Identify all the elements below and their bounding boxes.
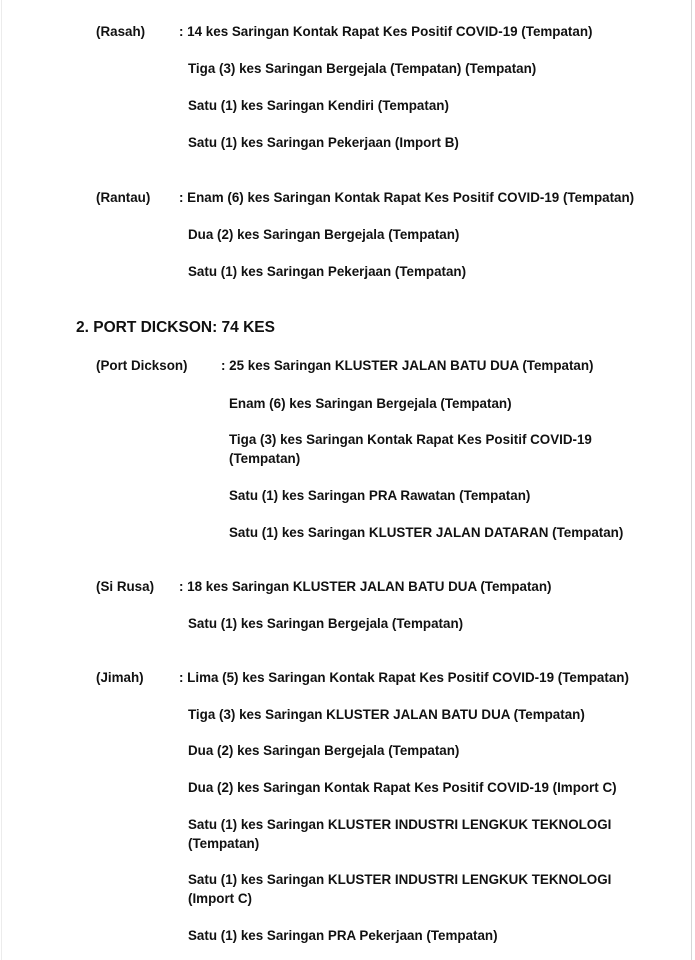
- area-label-rasah: (Rasah): [96, 24, 146, 39]
- case-line: Satu (1) kes Saringan PRA Rawatan (Tempatan): [229, 488, 531, 503]
- case-line: Dua (2) kes Saringan Bergejala (Tempatan): [188, 227, 460, 242]
- case-line: : 14 kes Saringan Kontak Rapat Kes Positif COVID-19 (Tempatan): [179, 24, 593, 39]
- case-line: : 18 kes Saringan KLUSTER JALAN BATU DUA (Tempatan): [179, 579, 552, 594]
- case-line: Tiga (3) kes Saringan Kontak Rapat Kes Positif COVID-19: [229, 432, 592, 447]
- case-line: : Enam (6) kes Saringan Kontak Rapat Kes Positif COVID-19 (Tempatan): [179, 190, 635, 205]
- area-label-jimah: (Jimah): [96, 670, 144, 685]
- area-label-port-dickson: (Port Dickson): [96, 358, 188, 373]
- case-line: Enam (6) kes Saringan Bergejala (Tempatan): [229, 396, 512, 411]
- case-line: : Lima (5) kes Saringan Kontak Rapat Kes Positif COVID-19 (Tempatan): [179, 670, 629, 685]
- case-line: Satu (1) kes Saringan Bergejala (Tempatan): [188, 616, 464, 631]
- case-line: Satu (1) kes Saringan KLUSTER JALAN DATARAN (Tempatan): [229, 525, 624, 540]
- district-heading-port-dickson: 2. PORT DICKSON: 74 KES: [76, 319, 275, 336]
- page-edge-right: [691, 0, 692, 960]
- case-line: : 25 kes Saringan KLUSTER JALAN BATU DUA (Tempatan): [221, 358, 594, 373]
- case-line: Satu (1) kes Saringan Pekerjaan (Import B): [188, 135, 459, 150]
- page-edge-left: [1, 0, 2, 960]
- case-line: Satu (1) kes Saringan PRA Pekerjaan (Tempatan): [188, 928, 498, 943]
- area-label-rantau: (Rantau): [96, 190, 151, 205]
- case-line: Dua (2) kes Saringan Bergejala (Tempatan): [188, 743, 460, 758]
- case-line-continued: (Tempatan): [188, 836, 260, 851]
- case-line: Satu (1) kes Saringan KLUSTER INDUSTRI LENGKUK TEKNOLOGI: [188, 817, 612, 832]
- case-line: Satu (1) kes Saringan Pekerjaan (Tempatan): [188, 264, 467, 279]
- area-label-si-rusa: (Si Rusa): [96, 579, 155, 594]
- case-line-continued: (Import C): [188, 891, 252, 906]
- case-line: Satu (1) kes Saringan Kendiri (Tempatan): [188, 98, 449, 113]
- case-line: Tiga (3) kes Saringan KLUSTER JALAN BATU DUA (Tempatan): [188, 707, 585, 722]
- case-line: Satu (1) kes Saringan KLUSTER INDUSTRI LENGKUK TEKNOLOGI: [188, 872, 612, 887]
- case-line-continued: (Tempatan): [229, 451, 301, 466]
- case-line: Tiga (3) kes Saringan Bergejala (Tempatan) (Tempatan): [188, 61, 537, 76]
- case-line: Dua (2) kes Saringan Kontak Rapat Kes Positif COVID-19 (Import C): [188, 780, 617, 795]
